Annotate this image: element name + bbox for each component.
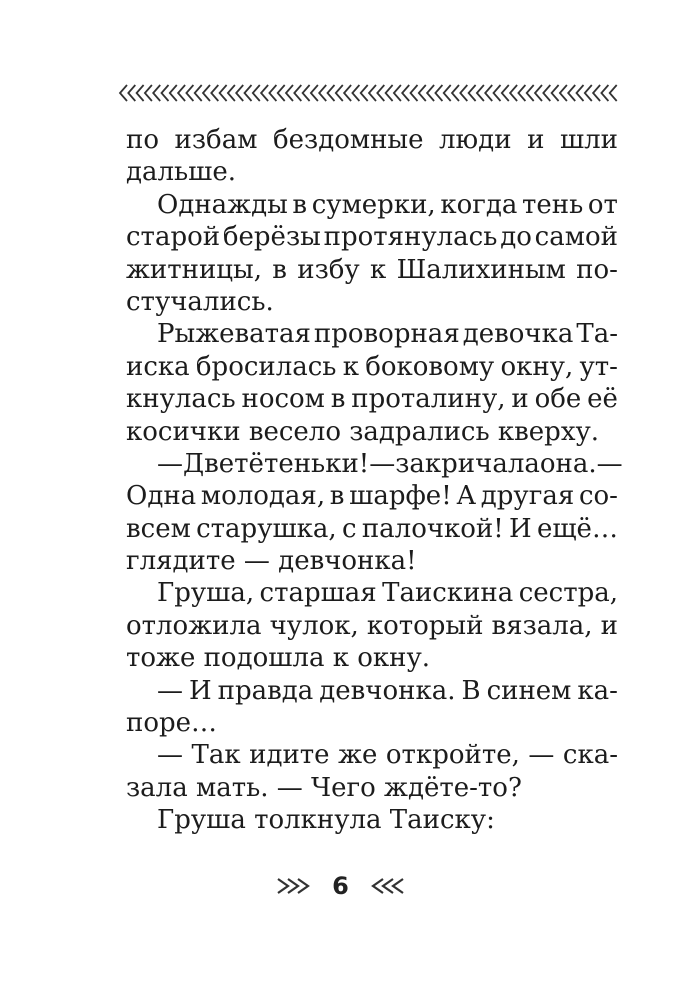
text-line: житницы, в избу к Шалихиным по- [126,254,618,285]
text-line: дальше. [126,157,237,188]
text-line: по избам бездомные люди и шли [126,125,618,155]
top-chevron-ornament [118,82,618,104]
right-chevrons-icon [276,875,318,897]
text-line: иска бросилась к боковому окну, ут- [126,351,618,382]
text-line: — И правда девчонка. В синем ка- [157,675,618,706]
page-number: 6 [332,872,349,900]
page-footer [0,866,681,906]
text-line: тоже подошла к окну. [126,643,431,674]
text-line: стучались. [126,286,274,317]
text-line: косички весело задрались кверху. [126,416,600,447]
text-line: поре… [126,708,218,739]
text-line: Рыжеватая проворная девочка Та- [157,319,618,350]
left-chevrons-icon [363,875,405,897]
text-line: Одна молодая, в шарфе! А другая со- [126,481,618,512]
text-line: зала мать. — Чего ждёте-то? [126,772,522,803]
text-line: Груша толкнула Таиску: [157,805,495,836]
body-text [126,124,623,837]
text-line: кнулась носом в проталину, и обе её [126,384,618,415]
text-line: всем старушка, с палочкой! И ещё… [126,513,618,544]
text-line: Однажды в сумерки, когда тень от [157,189,618,220]
text-line: — Две тётеньки! — закричала она. — [157,448,623,479]
text-line: — Так идите же откройте, — ска- [157,740,618,771]
text-line: Груша, старшая Таискина сестра, [157,578,618,609]
text-line: отложила чулок, который вязала, и [126,610,618,641]
text-line: глядите — девчонка! [126,546,417,577]
text-line: старой берёзы протянулась до самой [126,222,618,253]
